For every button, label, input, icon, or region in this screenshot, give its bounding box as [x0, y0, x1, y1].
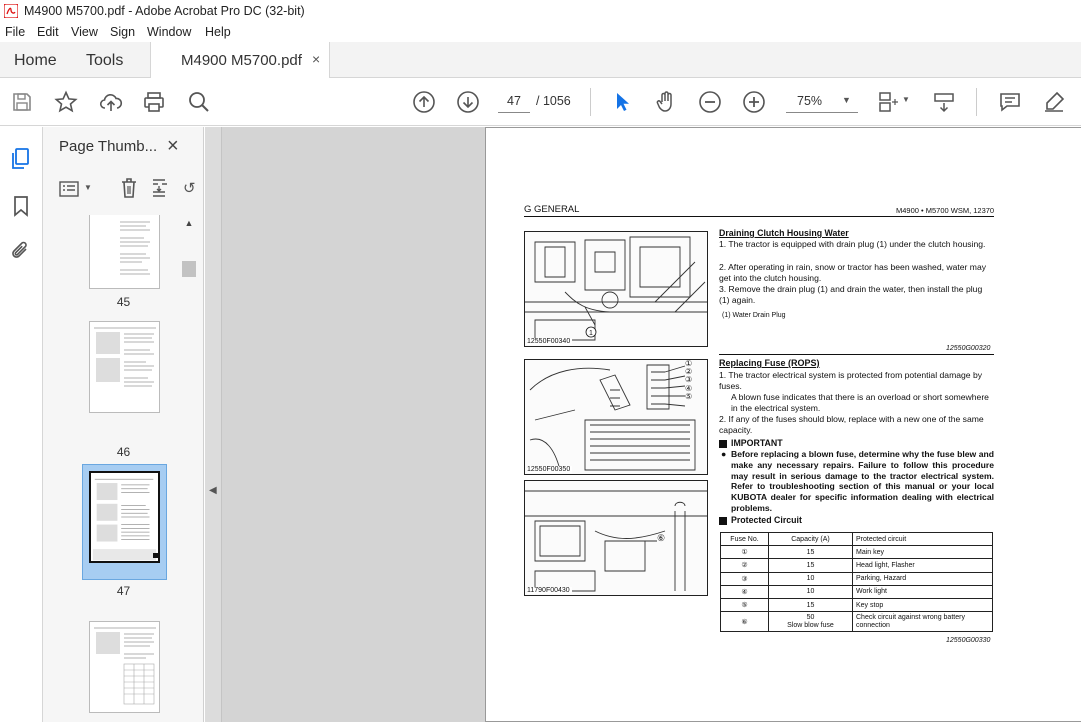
callout-1: ①: [685, 359, 693, 368]
tab-tools[interactable]: Tools: [86, 52, 124, 69]
zoom-level-dropdown[interactable]: [786, 89, 858, 113]
zoom-in-icon[interactable]: [742, 90, 766, 114]
thumbnail-resize-handle[interactable]: [153, 553, 158, 558]
table-cell: ④: [721, 585, 769, 598]
menu-view[interactable]: View: [71, 25, 98, 39]
table-row: [721, 585, 993, 598]
figure-slow-blow-fuse: [524, 480, 708, 596]
star-bookmark-icon[interactable]: [54, 90, 78, 114]
thumbnail-page-46[interactable]: [89, 321, 160, 413]
table-cell: 10: [769, 572, 853, 585]
print-icon[interactable]: [142, 90, 166, 114]
fuse-table: [720, 532, 993, 632]
find-zoom-icon[interactable]: [187, 90, 211, 114]
figure-drain-plug: [524, 231, 708, 347]
table-row: [721, 612, 993, 632]
table-header: Capacity (A): [769, 533, 853, 546]
menu-edit[interactable]: Edit: [37, 25, 59, 39]
callout-4: ④: [685, 383, 693, 393]
svg-text:1: 1: [589, 330, 593, 337]
highlight-pen-icon[interactable]: [1042, 90, 1066, 114]
scroll-mode-icon[interactable]: [932, 90, 956, 114]
table-cell: Main key: [853, 546, 993, 559]
document-tab-label: M4900 M5700.pdf: [181, 52, 302, 69]
bookmark-icon[interactable]: [12, 195, 30, 217]
collapse-left-icon[interactable]: ◀: [209, 485, 217, 496]
section2-code: 12550G00330: [946, 637, 991, 644]
section2-step-1b: A blown fuse indicates that there is an overload or short somewhere in the electrical system.: [731, 392, 989, 413]
protected-heading: Protected Circuit: [731, 515, 802, 525]
thumbnail-page-number: 46: [116, 445, 131, 459]
table-cell: Parking, Hazard: [853, 572, 993, 585]
important-bullet: ●: [721, 449, 727, 459]
close-tab-icon[interactable]: ×: [312, 51, 321, 67]
tab-bar: [0, 42, 1081, 78]
page-header-right: M4900 • M5700 WSM, 12370: [896, 206, 995, 215]
table-cell: Head light, Flasher: [853, 559, 993, 572]
thumbnail-preview: [90, 215, 161, 290]
zoom-out-icon[interactable]: [698, 90, 722, 114]
menu-sign[interactable]: Sign: [110, 25, 136, 39]
section-title-fuse: Replacing Fuse (ROPS): [719, 358, 820, 368]
thumbnail-list: [43, 215, 204, 722]
title-bar: [0, 0, 1081, 22]
save-icon[interactable]: [10, 90, 34, 114]
table-cell: 15: [769, 598, 853, 611]
figure-label: 12550F00340: [527, 338, 571, 345]
table-cell: ①: [721, 546, 769, 559]
figure-label: 12550F00350: [527, 466, 571, 473]
table-cell: ②: [721, 559, 769, 572]
table-cell: 50 Slow blow fuse: [769, 612, 853, 632]
menu-bar: [0, 22, 1081, 42]
figure-illustration: [525, 360, 708, 475]
callout-2: ②: [685, 367, 693, 377]
thumbnail-scrollbar[interactable]: [181, 215, 197, 722]
next-page-icon[interactable]: [456, 90, 480, 114]
window-title: M4900 M5700.pdf - Adobe Acrobat Pro DC (32-bit): [24, 4, 305, 18]
figure-illustration: [525, 481, 708, 596]
pdf-page: [485, 127, 1081, 722]
important-marker: [719, 440, 727, 448]
thumbnail-preview: [91, 473, 158, 561]
callout-3: ③: [685, 375, 693, 385]
figure-label: 11790F00430: [527, 587, 570, 594]
section1-legend: (1) Water Drain Plug: [722, 312, 786, 319]
table-cell: 15: [769, 546, 853, 559]
figure-fuse-box: [524, 359, 708, 475]
thumbnail-page-47[interactable]: [89, 471, 160, 563]
page-fit-chevron-icon[interactable]: ▼: [902, 95, 910, 104]
menu-window[interactable]: Window: [147, 25, 192, 39]
table-row: [721, 546, 993, 559]
table-row: [721, 559, 993, 572]
toolbar: [0, 78, 1081, 126]
section1-code: 12550G00320: [946, 345, 991, 352]
thumbnail-page-48[interactable]: [89, 621, 160, 713]
scroll-up-icon[interactable]: ▲: [184, 218, 194, 228]
table-row: [721, 572, 993, 585]
options-chevron-icon[interactable]: ▼: [84, 183, 92, 192]
comment-icon[interactable]: [998, 90, 1022, 114]
collapse-panel-handle[interactable]: [205, 127, 222, 722]
header-rule: [524, 216, 994, 217]
section2-step-1: 1. The tractor electrical system is protected from potential damage by fuses.: [719, 370, 983, 391]
hand-tool-icon[interactable]: [654, 90, 678, 114]
cloud-upload-icon[interactable]: [99, 90, 123, 114]
table-header: Fuse No.: [721, 533, 769, 546]
page-header-left: G GENERAL: [524, 204, 580, 215]
previous-page-icon[interactable]: [412, 90, 436, 114]
thumbnail-preview: [90, 322, 161, 414]
acrobat-pdf-icon: [4, 4, 18, 18]
important-heading: IMPORTANT: [731, 438, 783, 448]
options-menu-icon[interactable]: [59, 180, 81, 198]
table-header-row: [721, 533, 993, 546]
callout-5: ⑤: [685, 391, 693, 401]
page-number-input[interactable]: [498, 89, 530, 113]
tab-document[interactable]: [150, 42, 330, 78]
select-cursor-icon[interactable]: [610, 90, 634, 114]
section1-step-1: 1. The tractor is equipped with drain plug (1) under the clutch housing.: [719, 239, 986, 249]
toolbar-divider-2: [976, 88, 977, 116]
zoom-level-value: 75%: [797, 94, 823, 108]
table-cell: ③: [721, 572, 769, 585]
page-thumbnails-icon[interactable]: [10, 147, 32, 171]
section1-step-3: 3. Remove the drain plug (1) and drain the water, then install the plug (1) again.: [719, 284, 983, 305]
chevron-down-icon: ▼: [842, 95, 851, 105]
section-title-draining: Draining Clutch Housing Water: [719, 228, 849, 238]
table-cell: 15: [769, 559, 853, 572]
important-text: Before replacing a blown fuse, determine why the fuse blew and make any necessary repairs. Failure to follow this procedure may result in serious damage to the tractor electrical system. Refer to troubleshooting section of this manual or your local KUBOTA dealer for specific information dealing with electrical problems.: [731, 449, 994, 513]
callout-6: ⑥: [657, 533, 666, 543]
section2-step-2: 2. If any of the fuses should blow, replace with a new one of the same capacity.: [719, 414, 984, 435]
fuse-callouts: [685, 360, 697, 401]
insert-pages-icon[interactable]: [151, 177, 173, 199]
table-header: Protected circuit: [853, 533, 993, 546]
navigation-rail: [0, 127, 43, 722]
thumbnail-preview: [90, 622, 161, 714]
thumbnail-page-number: 47: [116, 584, 131, 598]
delete-icon[interactable]: [119, 177, 139, 199]
thumbnail-page-number: 45: [116, 295, 131, 309]
section-divider: [719, 354, 994, 355]
table-cell: Check circuit against wrong battery connection: [853, 612, 993, 632]
menu-file[interactable]: File: [5, 25, 26, 39]
page-fit-icon[interactable]: [876, 90, 900, 114]
rotate-page-icon[interactable]: ↺: [183, 180, 196, 197]
table-cell: 10: [769, 585, 853, 598]
table-row: [721, 598, 993, 611]
document-viewer: [205, 127, 1081, 722]
page-total: / 1056: [536, 94, 571, 108]
table-cell: ⑤: [721, 598, 769, 611]
attachment-icon[interactable]: [10, 239, 32, 263]
figure-illustration: [525, 232, 708, 347]
table-cell: Work light: [853, 585, 993, 598]
panel-title: Page Thumb...: [59, 138, 158, 155]
section1-step-2: 2. After operating in rain, snow or tractor has been washed, water may get into the clutch housing.: [719, 262, 987, 283]
scrollbar-thumb[interactable]: [182, 261, 196, 277]
thumbnail-page-45[interactable]: [89, 215, 160, 289]
page-thumbnails-panel: [43, 127, 204, 722]
menu-help[interactable]: Help: [205, 25, 231, 39]
toolbar-divider: [590, 88, 591, 116]
table-cell: Key stop: [853, 598, 993, 611]
close-panel-icon[interactable]: ×: [167, 135, 179, 157]
tab-home[interactable]: Home: [14, 52, 57, 69]
protected-marker: [719, 517, 727, 525]
table-cell: ⑥: [721, 612, 769, 632]
